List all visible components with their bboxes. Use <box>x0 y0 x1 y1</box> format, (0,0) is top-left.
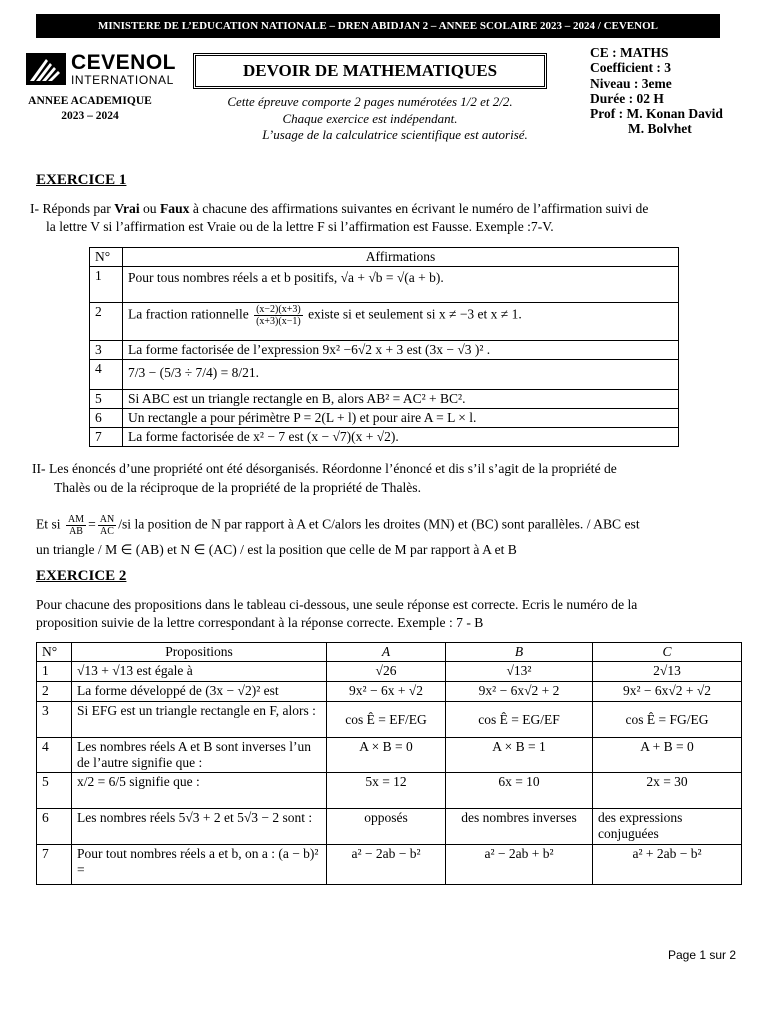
answer-b: 9x² − 6x√2 + 2 <box>446 682 593 702</box>
table-row <box>90 390 679 409</box>
answer-b: a² − 2ab + b² <box>446 845 593 885</box>
row-number: 3 <box>37 702 72 738</box>
col-header-c: C <box>593 643 742 662</box>
table-row <box>90 409 679 428</box>
answer-c: 2x = 30 <box>593 773 742 809</box>
col-header-number: N° <box>90 248 123 267</box>
page-number: Page 1 sur 2 <box>668 948 737 962</box>
answer-c: A + B = 0 <box>593 738 742 773</box>
fraction-numerator: AN <box>99 514 115 525</box>
col-header-propositions: Propositions <box>72 643 327 662</box>
row-number: 1 <box>37 662 72 682</box>
et-si: Et si <box>36 516 61 532</box>
answer-b: des nombres inverses <box>446 809 593 845</box>
ex1-intro-prefix: I- Réponds par <box>30 201 115 216</box>
answer-b: 6x = 10 <box>446 773 593 809</box>
affirmation-text: Un rectangle a pour périmètre P = 2(L + l) et pour aire A = L × l. <box>123 409 679 428</box>
proposition-text: Les nombres réels A et B sont inverses l’un de l’autre signifie que : <box>72 738 327 773</box>
exercise-1-title: EXERCICE 1 <box>36 172 127 188</box>
logo-name: CEVENOL <box>71 51 177 74</box>
proposition-text: La forme développé de (3x − √2)² est <box>72 682 327 702</box>
row-number: 4 <box>90 360 123 390</box>
ex1-intro <box>30 200 750 218</box>
answer-c: 2√13 <box>593 662 742 682</box>
affirmations-table <box>89 247 679 447</box>
proposition-text: √13 + √13 est égale à <box>72 662 327 682</box>
statement-rest: /si la position de N par rapport à A et C/alors les droites (MN) et (BC) sont parallèles. / ABC est <box>118 516 640 532</box>
proposition-text: x/2 = 6/5 signifie que : <box>72 773 327 809</box>
row-number: 6 <box>37 809 72 845</box>
cevenol-logo <box>26 53 176 87</box>
answer-a: cos Ê = EF/EG <box>327 702 446 738</box>
proposition-text: Pour tout nombres réels a et b, on a : (a − b)² = <box>72 845 327 885</box>
ex1-part2-line1: II- Les énoncés d’une propriété ont été désorganisés. Réordonne l’énoncé et dis s’il s’agit de la propriété de <box>32 461 617 476</box>
affirmation-2-pre: La fraction rationnelle <box>128 306 249 322</box>
table-row <box>37 702 742 738</box>
row-number: 5 <box>90 390 123 409</box>
ex1-intro-line2: la lettre V si l’affirmation est Vraie ou de la lettre F si l’affirmation est Fausse. Exemple :7-V. <box>46 219 554 234</box>
logo-mark-icon <box>26 53 66 85</box>
word-faux: Faux <box>160 201 190 216</box>
answer-b: cos Ê = EG/EF <box>446 702 593 738</box>
ex2-intro-line1: Pour chacune des propositions dans le tableau ci-dessous, une seule réponse est correcte. Ecris le numéro de la <box>36 597 638 612</box>
answer-a: √26 <box>327 662 446 682</box>
answer-a: 5x = 12 <box>327 773 446 809</box>
page-title: DEVOIR DE MATHEMATIQUES <box>193 53 547 89</box>
proposition-text: Si EFG est un triangle rectangle en F, alors : <box>72 702 327 738</box>
table-row <box>37 662 742 682</box>
answer-b: √13² <box>446 662 593 682</box>
table-row <box>90 303 679 341</box>
row-number: 1 <box>90 267 123 303</box>
affirmation-text: Si ABC est un triangle rectangle en B, alors AB² = AC² + BC². <box>123 390 679 409</box>
info-niveau: Niveau : 3eme <box>590 75 672 91</box>
answer-b: A × B = 1 <box>446 738 593 773</box>
ex2-intro-line2: proposition suivie de la lettre correspondant à la réponse correcte. Exemple : 7 - B <box>36 615 484 630</box>
row-number: 4 <box>37 738 72 773</box>
table-row <box>90 360 679 390</box>
table-row <box>37 682 742 702</box>
header-banner: MINISTERE DE L’EDUCATION NATIONALE – DREN ABIDJAN 2 – ANNEE SCOLAIRE 2023 – 2024 / CEVENOL <box>36 14 720 38</box>
col-header-number: N° <box>37 643 72 662</box>
table-row <box>37 738 742 773</box>
note-pages: Cette épreuve comporte 2 pages numérotées 1/2 et 2/2. <box>227 94 513 109</box>
affirmation-text <box>123 303 679 341</box>
table-row <box>90 341 679 360</box>
info-coef: Coefficient : 3 <box>590 60 671 76</box>
table-row <box>37 773 742 809</box>
answer-c: a² + 2ab − b² <box>593 845 742 885</box>
fraction-denominator: (x+3)(x−1) <box>256 316 301 327</box>
ex1-part2-line4: un triangle / M ∈ (AB) et N ∈ (AC) / est la position que celle de M par rapport à A et B <box>36 542 517 557</box>
row-number: 5 <box>37 773 72 809</box>
row-number: 2 <box>37 682 72 702</box>
ex1-part2-statement: Et si $\frac{AM}{AB}$ = $\frac{AN}{AC}$ /si la position de N par rapport à A et C/alors les droites (MN) et (BC) sont parallèles. / ABC est <box>36 514 640 537</box>
academic-year: 2023 – 2024 <box>61 110 119 122</box>
fraction-an-ac <box>98 514 116 537</box>
propositions-table <box>36 642 742 885</box>
row-number: 2 <box>90 303 123 341</box>
exercise-2-title: EXERCICE 2 <box>36 568 127 584</box>
fraction-denominator: AC <box>100 526 114 537</box>
row-number: 7 <box>90 428 123 447</box>
note-calculator: L’usage de la calculatrice scientifique est autorisé. <box>262 127 528 142</box>
table-row <box>90 428 679 447</box>
ex1-part2-line2: Thalès ou de la réciproque de la propriété de la propriété de Thalès. <box>54 480 421 495</box>
fraction-denominator: AB <box>69 526 83 537</box>
fraction <box>254 304 303 327</box>
fraction-am-ab <box>66 514 86 537</box>
table-row <box>90 267 679 303</box>
info-prof2: M. Bolvhet <box>628 121 692 137</box>
answer-a: A × B = 0 <box>327 738 446 773</box>
col-header-affirmations: Affirmations <box>123 248 679 267</box>
fraction-numerator: (x−2)(x+3) <box>256 304 301 315</box>
table-row <box>37 845 742 885</box>
row-number: 3 <box>90 341 123 360</box>
affirmation-text: La forme factorisée de x² − 7 est (x − √7)(x + √2). <box>123 428 679 447</box>
affirmation-2-post: existe si et seulement si x ≠ −3 et x ≠ 1. <box>308 306 522 322</box>
answer-c: des expressions conjuguées <box>593 809 742 845</box>
answer-c: 9x² − 6x√2 + √2 <box>593 682 742 702</box>
proposition-text: Les nombres réels 5√3 + 2 et 5√3 − 2 sont : <box>72 809 327 845</box>
note-independent: Chaque exercice est indépendant. <box>282 111 458 126</box>
affirmation-text: Pour tous nombres réels a et b positifs, √a + √b = √(a + b). <box>123 267 679 303</box>
word-vrai: Vrai <box>114 201 140 216</box>
info-prof: Prof : M. Konan David <box>590 106 723 122</box>
row-number: 6 <box>90 409 123 428</box>
answer-a: 9x² − 6x + √2 <box>327 682 446 702</box>
table-row <box>37 809 742 845</box>
affirmation-text: 7/3 − (5/3 ÷ 7/4) = 8/21. <box>123 360 679 390</box>
answer-c: cos Ê = FG/EG <box>593 702 742 738</box>
answer-a: opposés <box>327 809 446 845</box>
row-number: 7 <box>37 845 72 885</box>
word-ou: ou <box>139 201 160 216</box>
fraction-numerator: AM <box>67 514 85 525</box>
academic-year-block <box>20 94 160 124</box>
info-ce: CE : MATHS <box>590 45 669 60</box>
exam-info <box>590 45 723 137</box>
info-duree: Durée : 02 H <box>590 90 664 106</box>
col-header-a: A <box>327 643 446 662</box>
col-header-b: B <box>446 643 593 662</box>
ex1-intro-rest: à chacune des affirmations suivantes en écrivant le numéro de l’affirmation suivi de <box>189 201 649 216</box>
affirmation-text: La forme factorisée de l’expression 9x² −6√2 x + 3 est (3x − √3 )² . <box>123 341 679 360</box>
academic-label: ANNEE ACADEMIQUE <box>28 95 152 107</box>
logo-sub: INTERNATIONAL <box>71 73 174 87</box>
answer-a: a² − 2ab − b² <box>327 845 446 885</box>
